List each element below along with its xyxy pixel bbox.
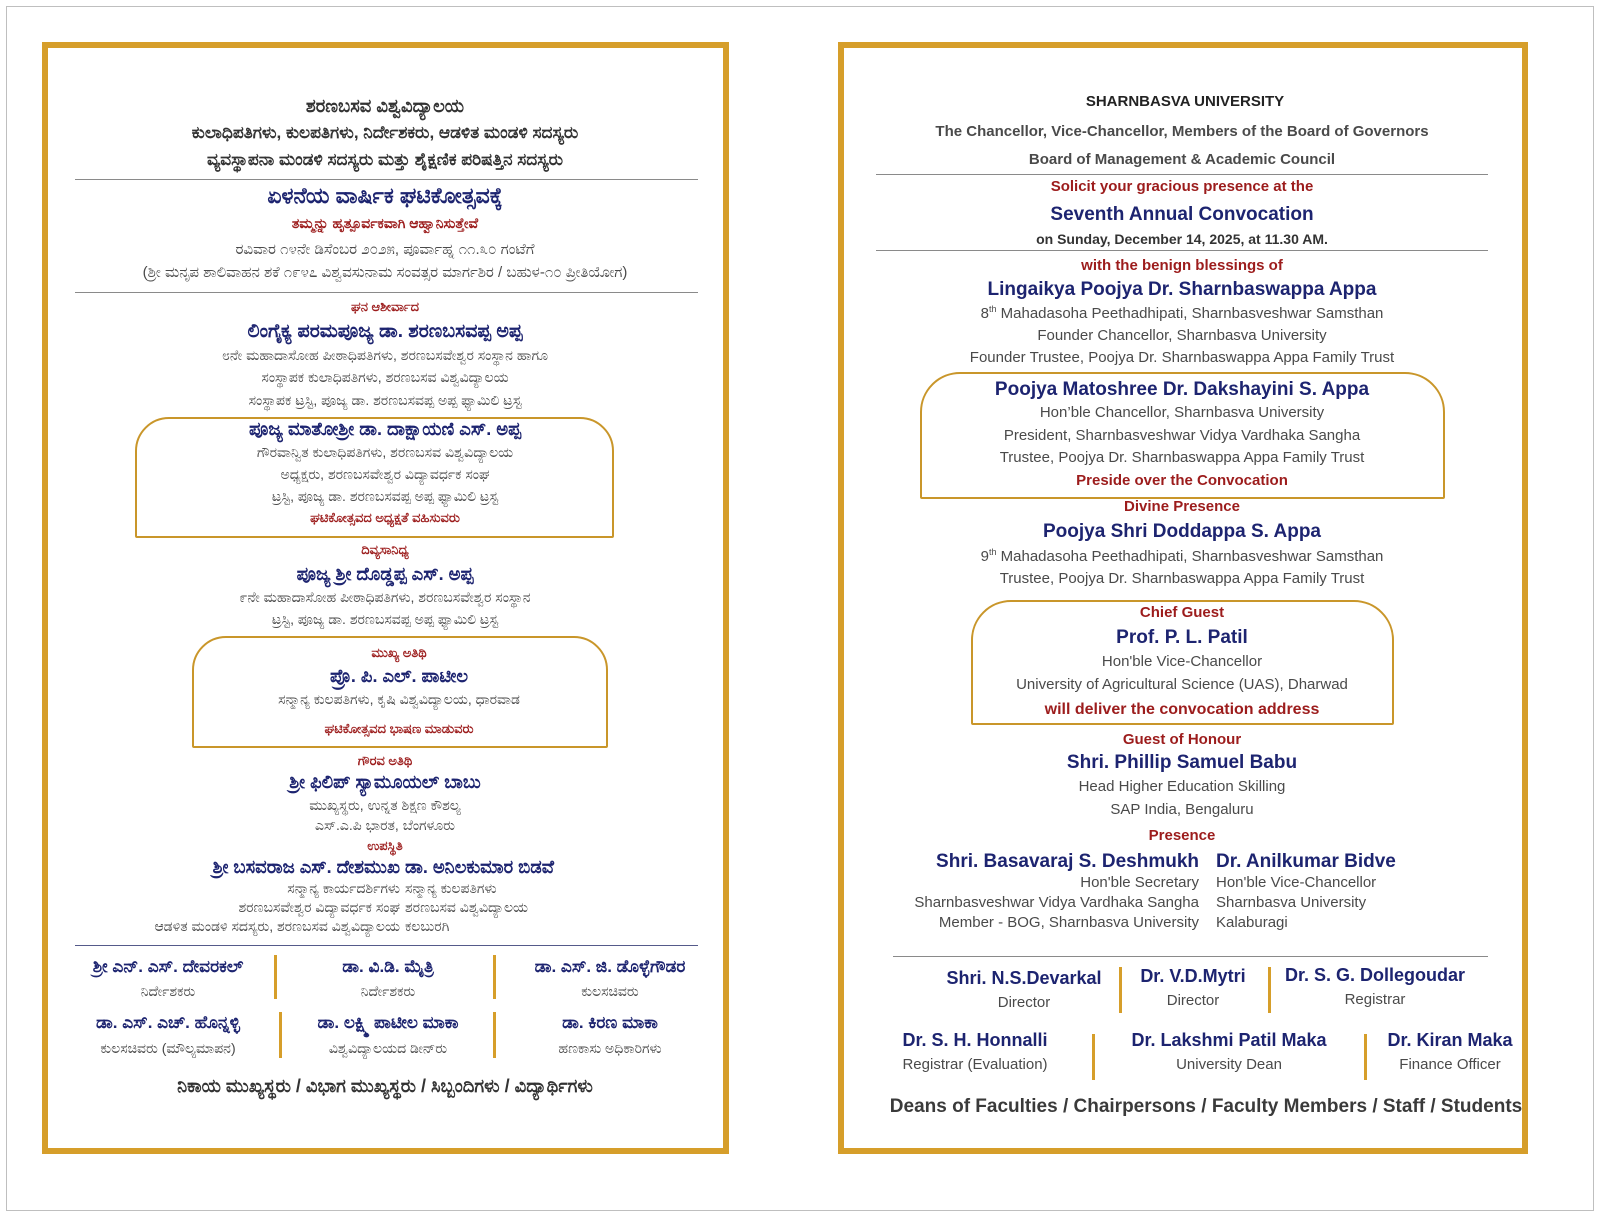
role-text: Mahadasoha Peethadhipati, Sharnbasveshwar Samsthan <box>996 548 1384 565</box>
kn-presence-role: ಶರಣಬಸವೇಶ್ವರ ವಿದ್ಯಾವರ್ಧಕ ಸಂಘ <box>238 899 400 915</box>
en-officer-name: Dr. S. G. Dollegoudar <box>1284 965 1466 985</box>
column-divider <box>274 955 277 999</box>
kn-preside-role: ಗೌರವಾನ್ವಿತ ಕುಲಾಧಿಪತಿಗಳು, ಶರಣಬಸವ ವಿಶ್ವವಿದ್ಯಾಲಯ <box>256 444 514 460</box>
kn-chief-label: ಮುಖ್ಯ ಅತಿಥಿ <box>371 645 427 660</box>
en-officer-role: Registrar <box>1344 991 1406 1008</box>
kn-divine-label: ದಿವ್ಯಸಾನಿಧ್ಯ <box>361 542 409 557</box>
column-divider <box>1364 1034 1367 1080</box>
en-officer-name: Shri. N.S.Devarkal <box>946 968 1102 988</box>
kn-event-title: ಏಳನೆಯ ವಾರ್ಷಿಕ ಘಟಿಕೋತ್ಸವಕ್ಕೆ <box>267 183 503 208</box>
en-divine-role <box>981 548 1384 566</box>
kn-officer-name: ಡಾ. ಎಸ್. ಎಚ್. ಹೊನ್ನಳ್ಳಿ <box>95 1013 241 1032</box>
en-blessing-role: Founder Trustee, Poojya Dr. Sharnbaswappa Appa Family Trust <box>969 349 1395 366</box>
en-officer-role: Finance Officer <box>1399 1056 1501 1073</box>
kn-officer-name: ಡಾ. ಕಿರಣ ಮಾಕಾ <box>562 1013 658 1032</box>
ordinal-suffix: th <box>988 304 997 314</box>
kn-officer-role: ಕುಲಸಚಿವರು <box>581 983 639 999</box>
en-org-line2: The Chancellor, Vice-Chancellor, Members of the Board of Governors <box>935 123 1429 140</box>
kn-officer-role: ಕುಲಸಚಿವರು (ಮೌಲ್ಯಮಾಪನ) <box>100 1040 236 1056</box>
en-officer-role: Director <box>1166 992 1220 1009</box>
en-chief-role: Hon'ble Vice-Chancellor <box>1101 653 1263 670</box>
kn-officer-role: ನಿರ್ದೇಶಕರು <box>140 983 196 999</box>
kn-chief-note: ಘಟಿಕೋತ್ಸವದ ಭಾಷಣ ಮಾಡುವರು <box>324 721 474 736</box>
kn-presence-role: ಶರಣಬಸವ ವಿಶ್ವವಿದ್ಯಾಲಯ <box>405 899 529 915</box>
kn-presence-role: ಆಡಳಿತ ಮಂಡಳಿ ಸದಸ್ಯರು, ಶರಣಬಸವ ವಿಶ್ವವಿದ್ಯಾಲಯ <box>154 918 400 934</box>
en-presence-role: Member - BOG, Sharnbasva University <box>938 914 1199 931</box>
kn-date: ರವಿವಾರ ೧೪ನೇ ಡಿಸೆಂಬರ ೨೦೨೫, ಪೂರ್ವಾಹ್ನ ೧೧.೩೦ ಗಂಟೆಗೆ <box>235 241 535 258</box>
en-presence-role: Hon'ble Vice-Chancellor <box>1216 874 1377 891</box>
en-divine-role: Trustee, Poojya Dr. Sharnbaswappa Appa Family Trust <box>999 570 1365 587</box>
kn-preside-note: ಘಟಿಕೋತ್ಸವದ ಅಧ್ಯಕ್ಷತೆ ವಹಿಸುವರು <box>310 510 460 525</box>
en-chief-label: Chief Guest <box>1139 604 1225 621</box>
kn-officer-name: ಶ್ರೀ ಎನ್. ಎಸ್. ದೇವರಕಲ್ <box>92 957 244 976</box>
column-divider <box>493 955 496 999</box>
en-honour-role: Head Higher Education Skilling <box>1078 778 1286 795</box>
role-text: Mahadasoha Peethadhipati, Sharnbasveshwar Samsthan <box>996 305 1384 322</box>
divider <box>75 292 698 293</box>
kn-officer-role: ವಿಶ್ವವಿದ್ಯಾಲಯದ ಡೀನ್‌ರು <box>328 1040 448 1056</box>
column-divider <box>493 1012 496 1058</box>
kn-officer-role: ನಿರ್ದೇಶಕರು <box>360 983 416 999</box>
divider <box>876 250 1488 251</box>
en-officer-name: Dr. Kiran Maka <box>1387 1030 1513 1050</box>
column-divider <box>279 1012 282 1058</box>
kn-officer-name: ಡಾ. ಎಸ್. ಜಿ. ಡೊಳ್ಳೆಗೌಡರ <box>534 957 686 976</box>
en-officer-name: Dr. V.D.Mytri <box>1140 966 1246 986</box>
kn-chief-role: ಸನ್ಮಾನ್ಯ ಕುಲಪತಿಗಳು, ಕೃಷಿ ವಿಶ್ವವಿದ್ಯಾಲಯ, ಧಾರವಾಡ <box>278 691 520 707</box>
en-presence-role: Sharnbasveshwar Vidya Vardhaka Sangha <box>914 894 1199 911</box>
en-event-title: Seventh Annual Convocation <box>1050 204 1314 225</box>
en-preside-note: Preside over the Convocation <box>1076 472 1288 489</box>
divider <box>75 179 698 180</box>
divider <box>893 956 1488 957</box>
kn-honour-role: ಎಸ್.ಎ.ಪಿ ಭಾರತ, ಬೆಂಗಳೂರು <box>315 817 455 833</box>
kn-preside-role: ಅಧ್ಯಕ್ಷರು, ಶರಣಬಸವೇಶ್ವರ ವಿದ್ಯಾವರ್ಧಕ ಸಂಘ <box>280 466 490 482</box>
kn-honour-name: ಶ್ರೀ ಫಿಲಿಪ್ ಸ್ಯಾಮೂಯಲ್ ಬಾಬು <box>289 772 481 792</box>
divider <box>876 174 1488 175</box>
en-honour-label: Guest of Honour <box>1122 731 1242 748</box>
kn-honour-label: ಗೌರವ ಅತಿಥಿ <box>357 753 413 768</box>
en-invite: Solicit your gracious presence at the <box>1050 178 1314 195</box>
kn-blessing-name: ಲಿಂಗೈಕ್ಯ ಪರಮಪೂಜ್ಯ ಡಾ. ಶರಣಬಸವಪ್ಪ ಅಪ್ಪ <box>247 321 523 342</box>
kn-panchanga: (ಶ್ರೀ ಮನೃಪ ಶಾಲಿವಾಹನ ಶಕೆ ೧೯೪೭ ವಿಶ್ವವಸುನಾಮ ಸಂವತ್ಸರ ಮಾರ್ಗಶಿರ / ಬಹುಳ-೧೦ ಪ್ರೀತಿಯೋಗ) <box>142 264 628 281</box>
en-officer-role: Registrar (Evaluation) <box>902 1056 1048 1073</box>
en-blessing-role: Founder Chancellor, Sharnbasva University <box>1037 327 1327 344</box>
en-presence-role: Sharnbasva University <box>1216 894 1367 911</box>
divider <box>75 945 698 946</box>
kn-divine-role: ಟ್ರಸ್ಟಿ, ಪೂಜ್ಯ ಡಾ. ಶರಣಬಸವಪ್ಪ ಅಪ್ಪ ಫ್ಯಾಮಿಲಿ ಟ್ರಸ್ಟ <box>271 611 499 627</box>
en-divine-label: Divine Presence <box>1124 498 1240 515</box>
en-blessing-role <box>981 305 1384 323</box>
en-preside-name: Poojya Matoshree Dr. Dakshayini S. Appa <box>994 379 1370 400</box>
en-blessing-name: Lingaikya Poojya Dr. Sharnbaswappa Appa <box>987 279 1377 300</box>
ordinal-suffix: th <box>988 547 997 557</box>
kn-honour-role: ಮುಖ್ಯಸ್ಥರು, ಉನ್ನತ ಶಿಕ್ಷಣ ಕೌಶಲ್ಯ <box>309 797 461 813</box>
en-honour-role: SAP India, Bengaluru <box>1110 801 1254 818</box>
kn-blessing-label: ಘನ ಆಶೀರ್ವಾದ <box>350 299 420 314</box>
en-preside-role: President, Sharnbasveshwar Vidya Vardhaka Sangha <box>1003 427 1361 444</box>
en-presence-name: Dr. Anilkumar Bidve <box>1216 851 1396 872</box>
kn-presence-name: ಡಾ. ಅನಿಲಕುಮಾರ ಬಿಡವೆ <box>405 857 555 877</box>
kn-divine-role: ೯ನೇ ಮಹಾದಾಸೋಹ ಪೀಠಾಧಿಪತಿಗಳು, ಶರಣಬಸವೇಶ್ವರ ಸಂಸ್ಥಾನ <box>239 589 531 605</box>
en-org-line3: Board of Management & Academic Council <box>1028 151 1336 168</box>
kn-blessing-role: ೮ನೇ ಮಹಾದಾಸೋಹ ಪೀಠಾಧಿಪತಿಗಳು, ಶರಣಬಸವೇಶ್ವರ ಸಂಸ್ಥಾನ ಹಾಗೂ <box>221 347 549 363</box>
en-chief-note: will deliver the convocation address <box>1044 701 1320 718</box>
kn-divine-name: ಪೂಜ್ಯ ಶ್ರೀ ದೊಡ್ಡಪ್ಪ ಎಸ್. ಅಪ್ಪ <box>296 564 474 584</box>
en-org-title: SHARNBASVA UNIVERSITY <box>1085 93 1285 110</box>
en-preside-role: Trustee, Poojya Dr. Sharnbaswappa Appa Family Trust <box>999 449 1365 466</box>
kn-blessing-role: ಸಂಸ್ಥಾಪಕ ಕುಲಾಧಿಪತಿಗಳು, ಶರಣಬಸವ ವಿಶ್ವವಿದ್ಯಾಲಯ <box>261 369 509 385</box>
kn-presence-role: ಸನ್ಮಾನ್ಯ ಕಾರ್ಯದರ್ಶಿಗಳು <box>287 880 400 896</box>
en-date: on Sunday, December 14, 2025, at 11.30 AM. <box>1036 231 1328 247</box>
kn-org-title: ಶರಣಬಸವ ವಿಶ್ವವಿದ್ಯಾಲಯ <box>305 96 465 116</box>
kn-org-line3: ವ್ಯವಸ್ಥಾಪನಾ ಮಂಡಳಿ ಸದಸ್ಯರು ಮತ್ತು ಶೈಕ್ಷಣಿಕ ಪರಿಷತ್ತಿನ ಸದಸ್ಯರು <box>206 150 564 169</box>
kn-blessing-role: ಸಂಸ್ಥಾಪಕ ಟ್ರಸ್ಟಿ, ಪೂಜ್ಯ ಡಾ. ಶರಣಬಸವಪ್ಪ ಅಪ್ಪ ಫ್ಯಾಮಿಲಿ ಟ್ರಸ್ಟ <box>248 392 522 408</box>
en-officer-role: Director <box>997 994 1051 1011</box>
en-presence-name: Shri. Basavaraj S. Deshmukh <box>936 851 1199 872</box>
kn-presence-role: ಸನ್ಮಾನ್ಯ ಕುಲಪತಿಗಳು <box>405 880 497 896</box>
en-blessing-label: with the benign blessings of <box>1081 257 1283 274</box>
kn-org-line2: ಕುಲಾಧಿಪತಿಗಳು, ಕುಲಪತಿಗಳು, ನಿರ್ದೇಶಕರು, ಆಡಳಿತ ಮಂಡಳಿ ಸದಸ್ಯರು <box>191 123 579 142</box>
kn-invite: ತಮ್ಮನ್ನು ಹೃತ್ಪೂರ್ವಕವಾಗಿ ಆಹ್ವಾನಿಸುತ್ತೇವೆ <box>291 215 479 231</box>
kn-presence-label: ಉಪಸ್ಥಿತಿ <box>367 838 403 853</box>
en-officer-name: Dr. Lakshmi Patil Maka <box>1131 1030 1327 1050</box>
en-chief-name: Prof. P. L. Patil <box>1116 627 1248 648</box>
kn-presence-name: ಶ್ರೀ ಬಸವರಾಜ ಎಸ್. ದೇಶಮುಖ <box>212 857 400 877</box>
ordinal: 8 <box>980 305 989 322</box>
en-divine-name: Poojya Shri Doddappa S. Appa <box>1043 521 1321 542</box>
kn-footer: ನಿಕಾಯ ಮುಖ್ಯಸ್ಥರು / ವಿಭಾಗ ಮುಖ್ಯಸ್ಥರು / ಸಿಬ್ಬಂದಿಗಳು / ವಿದ್ಯಾರ್ಥಿಗಳು <box>177 1076 593 1096</box>
column-divider <box>1119 967 1122 1013</box>
ordinal: 9 <box>980 548 989 565</box>
en-preside-role: Hon’ble Chancellor, Sharnbasva University <box>1039 404 1325 421</box>
kn-officer-name: ಡಾ. ವಿ.ಡಿ. ಮೈತ್ರಿ <box>342 957 434 976</box>
en-presence-role: Hon'ble Secretary <box>1080 874 1199 891</box>
kn-officer-name: ಡಾ. ಲಕ್ಷ್ಮಿ ಪಾಟೀಲ ಮಾಕಾ <box>317 1013 459 1032</box>
kn-presence-role: ಕಲಬುರಗಿ <box>405 918 450 934</box>
kn-officer-role: ಹಣಕಾಸು ಅಧಿಕಾರಿಗಳು <box>558 1040 662 1056</box>
kn-preside-name: ಪೂಜ್ಯ ಮಾತೋಶ್ರೀ ಡಾ. ದಾಕ್ಷಾಯಣಿ ಎಸ್. ಅಪ್ಪ <box>248 419 522 439</box>
en-officer-name: Dr. S. H. Honnalli <box>902 1030 1048 1050</box>
en-honour-name: Shri. Phillip Samuel Babu <box>1066 752 1298 773</box>
en-footer: Deans of Faculties / Chairpersons / Faculty Members / Staff / Students <box>889 1096 1523 1117</box>
en-presence-label: Presence <box>1148 827 1216 844</box>
kn-preside-role: ಟ್ರಸ್ಟಿ, ಪೂಜ್ಯ ಡಾ. ಶರಣಬಸವಪ್ಪ ಅಪ್ಪ ಫ್ಯಾಮಿಲಿ ಟ್ರಸ್ಟ <box>271 488 499 504</box>
en-officer-role: University Dean <box>1176 1056 1282 1073</box>
en-chief-role: University of Agricultural Science (UAS), Dharwad <box>1016 676 1348 693</box>
column-divider <box>1092 1034 1095 1080</box>
kn-chief-name: ಪ್ರೊ. ಪಿ. ಎಲ್. ಪಾಟೀಲ <box>330 666 468 686</box>
en-presence-role: Kalaburagi <box>1216 914 1288 931</box>
column-divider <box>1268 967 1271 1013</box>
